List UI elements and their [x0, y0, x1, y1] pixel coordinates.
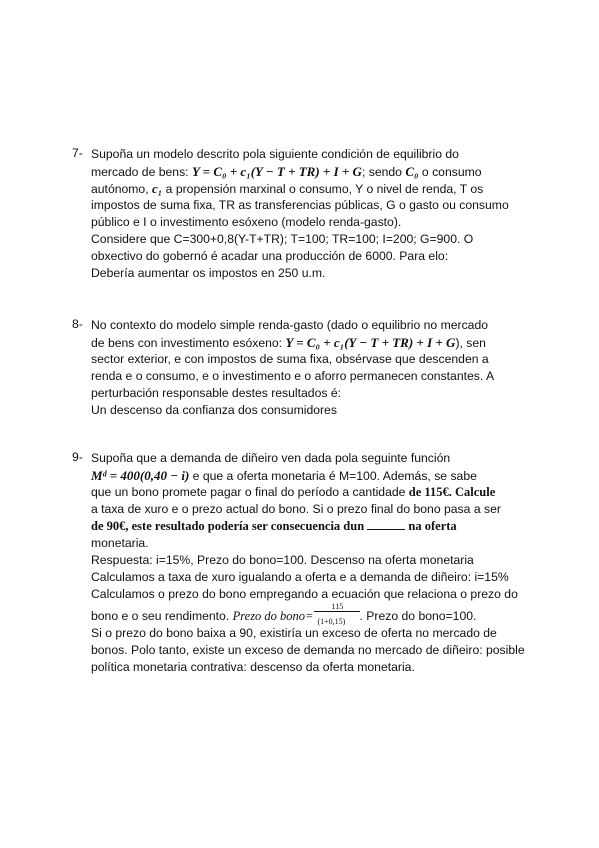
text-line	[91, 163, 542, 180]
fraction-numerator: 115	[331, 602, 344, 611]
money-demand-equation: Mᵈ = 400(0,40 − i)	[91, 468, 190, 483]
text-span: bono e o seu rendimento.	[91, 609, 233, 623]
text-line: público e I o investimento esóxeno (modelo renda-gasto).	[91, 215, 402, 229]
text-line: monetaria.	[91, 536, 149, 550]
question-9	[72, 450, 542, 676]
text-span: de 115€. Calcule	[408, 485, 496, 499]
text-line: renda e o consumo, e o investimento e o aforro permanecen constantes. A	[91, 369, 495, 383]
text-line: Supoña un modelo descrito pola siguiente condición de equilibrio do	[91, 147, 459, 161]
text-span: autónomo,	[91, 182, 152, 196]
bond-price-formula: Prezo do bono=	[232, 609, 314, 623]
text-span: de bens con investimento esóxeno:	[91, 336, 286, 350]
text-line: Si o prezo do bono baixa a 90, existiría un exceso de oferta no mercado de	[91, 626, 497, 640]
math-symbol: c₁	[151, 181, 163, 196]
answer-line: Debería aumentar os impostos en 250 u.m.	[91, 266, 326, 280]
fraction-bar	[314, 611, 360, 612]
text-span: mercado de bens:	[91, 165, 192, 179]
text-line: política monetaria contrativa: descenso da oferta monetaria.	[91, 660, 415, 674]
text-line	[91, 180, 542, 197]
text-line: Calculamos o prezo do bono empregando a ecuación que relaciona o prezo do	[91, 587, 518, 601]
equilibrium-equation: Y = C₀ + c₁(Y − T + TR) + I + G	[191, 164, 362, 179]
text-span: ), sen	[455, 336, 486, 350]
text-line: Supoña que a demanda de diñeiro ven dada pola seguinte función	[91, 451, 451, 465]
fill-in-blank	[367, 519, 405, 530]
question-number: 7-	[72, 146, 83, 160]
text-line	[91, 467, 542, 484]
text-span: o consumo	[418, 165, 482, 179]
text-line: Calculamos a taxa de xuro igualando a oferta e a demanda de diñeiro: i=15%	[91, 570, 509, 584]
text-line	[91, 603, 542, 625]
text-line	[91, 484, 542, 501]
text-line	[91, 334, 542, 351]
answer-line: Respuesta: i=15%, Prezo do bono=100. Descenso na oferta monetaria	[91, 553, 474, 567]
text-line	[91, 518, 542, 535]
text-line: No contexto do modelo simple renda-gasto (dado o equilibrio no mercado	[91, 318, 489, 332]
text-line: impostos de suma fixa, TR as transferencias públicas, G o gasto ou consumo	[91, 198, 509, 212]
math-symbol: C₀	[405, 164, 419, 179]
text-span: na oferta	[405, 519, 457, 533]
fraction-denominator: (1+0,15)	[317, 617, 346, 626]
text-span: a propensión marxinal o consumo, Y o nivel de renda, T os	[162, 182, 484, 196]
fraction	[314, 602, 360, 626]
text-line: a taxa de xuro e o prezo actual do bono. Si o prezo final do bono pasa a ser	[91, 502, 501, 516]
question-body	[91, 450, 542, 676]
text-line: perturbación responsable destes resultados é:	[91, 386, 341, 400]
text-line: obxectivo do gobernó é acadar una producción de 6000. Para elo:	[91, 249, 449, 263]
question-8	[72, 317, 542, 419]
question-body	[91, 146, 542, 282]
question-number: 8-	[72, 317, 83, 331]
text-line: sector exterior, e con impostos de suma fixa, obsérvase que descenden a	[91, 352, 489, 366]
equilibrium-equation: Y = C₀ + c₁(Y − T + TR) + I + G	[285, 335, 456, 350]
text-line: bonos. Polo tanto, existe un exceso de demanda no mercado de diñeiro: posible	[91, 643, 525, 657]
text-span: . Prezo do bono=100.	[359, 609, 477, 623]
text-span: de 90€, este resultado podería ser consecuencia dun	[91, 519, 368, 533]
question-body	[91, 317, 542, 419]
answer-line: Un descenso da confianza dos consumidores	[91, 403, 337, 417]
question-number: 9-	[72, 450, 83, 464]
text-span: ; sendo	[361, 165, 406, 179]
text-line: Considere que C=300+0,8(Y-T+TR); T=100; TR=100; I=200; G=900. O	[91, 232, 474, 246]
text-span: e que a oferta monetaria é M=100. Además, se sabe	[189, 469, 477, 483]
text-span: que un bono promete pagar o final do período a cantidade	[91, 485, 409, 499]
question-7	[72, 146, 542, 282]
